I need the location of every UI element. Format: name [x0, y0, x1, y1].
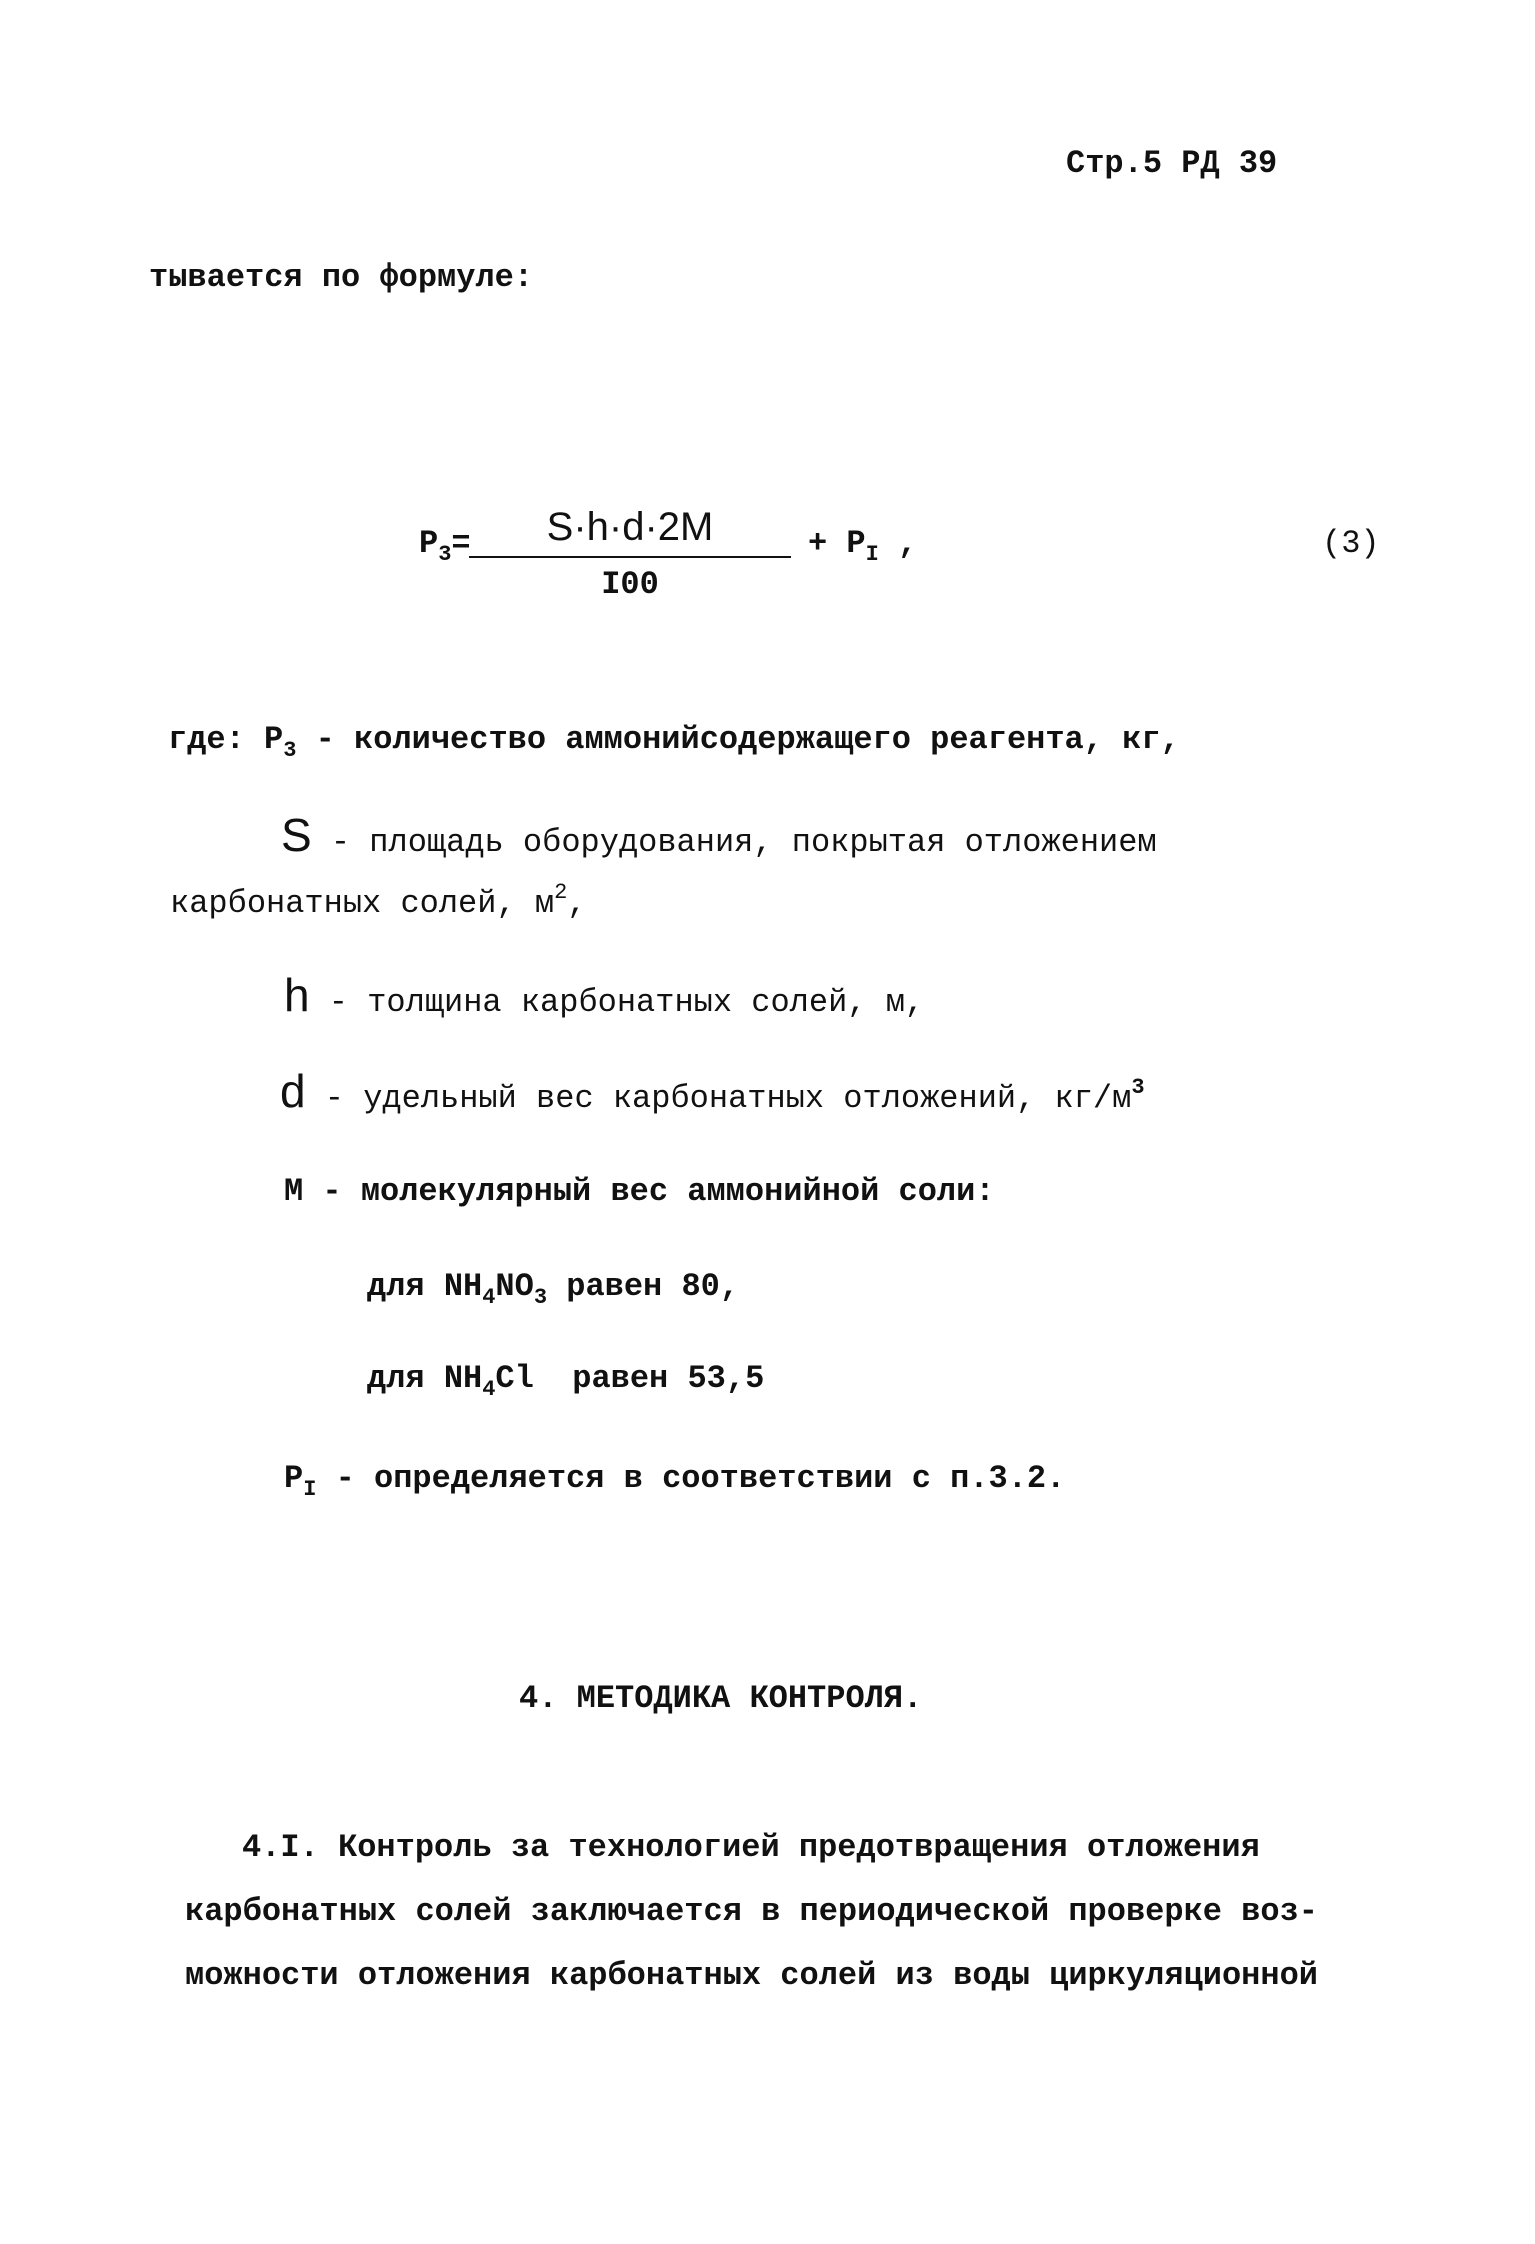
- formula-p1-sub: I: [865, 542, 879, 567]
- formula-fraction: [469, 505, 791, 603]
- def-s-cont: карбонатных солей, $м^2$,: [170, 880, 587, 922]
- formula-plus-p1: + P: [808, 525, 866, 562]
- formula-eq: =: [451, 525, 471, 562]
- formula-lhs: P: [419, 525, 439, 562]
- formula-number: (3): [1322, 525, 1380, 562]
- def-nh4cl: для $NH_4Cl$ равен 53,5: [367, 1360, 765, 1402]
- section-heading: 4. МЕТОДИКА КОНТРОЛЯ.: [519, 1680, 923, 1717]
- formula-lhs-sub: 3: [438, 542, 452, 567]
- formula-comma: ,: [898, 525, 918, 562]
- def-m: M - молекулярный вес аммонийной соли:: [284, 1173, 995, 1210]
- def-h: h - толщина карбонатных солей, м,: [284, 969, 925, 1021]
- intro-text: тывается по формуле:: [149, 259, 534, 296]
- def-s: S - площадь оборудования, покрытая отложением: [281, 809, 1157, 861]
- paragraph-line: 4.I. Контроль за технологией предотвращения отложения: [242, 1829, 1260, 1866]
- formula-denominator: I00: [601, 566, 659, 603]
- def-d: d - удельный вес карбонатных отложений, $кг/м^3$: [280, 1065, 1145, 1117]
- formula-numerator: S·h·d·2M: [469, 505, 791, 558]
- def-p3: где: $P_3$ - количество аммонийсодержащего реагента, кг,: [168, 721, 1180, 763]
- paragraph-line: карбонатных солей заключается в периодической проверке воз-: [185, 1893, 1318, 1930]
- def-p1: $P_I$ - определяется в соответствии с п.3.2.: [284, 1460, 1066, 1502]
- def-nh4no3: для $NH_4NO_3$ равен 80,: [367, 1268, 740, 1310]
- page-reference: Стр.5 РД 39: [1066, 145, 1278, 182]
- paragraph-line: можности отложения карбонатных солей из воды циркуляционной: [185, 1957, 1318, 1994]
